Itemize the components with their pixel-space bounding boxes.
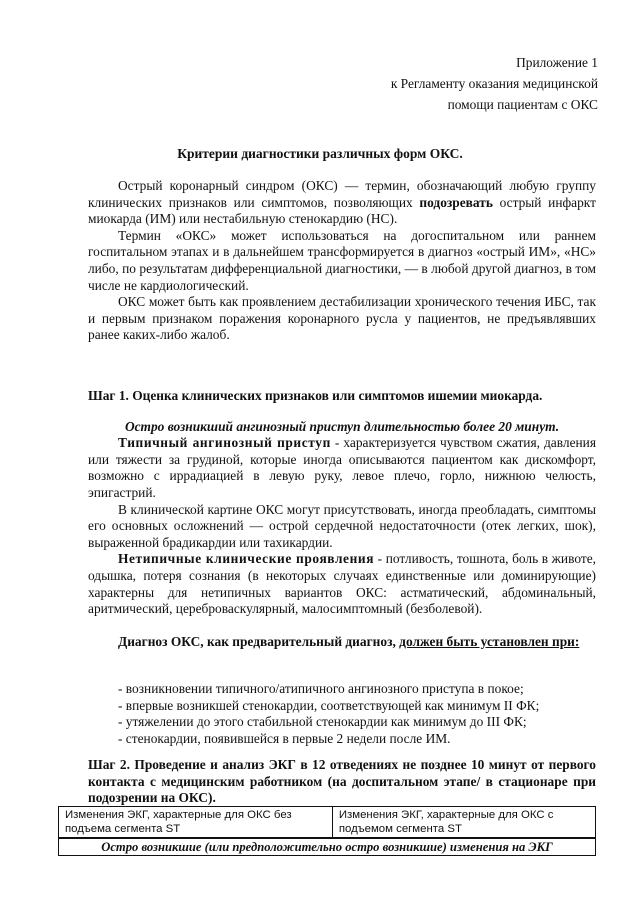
list-item: - утяжелении до этого стабильной стенокардии как минимум до III ФК; [118,714,527,730]
table-row [59,807,596,839]
intro-paragraph-3: ОКС может быть как проявлением дестабилизации хронического течения ИБС, так и первым признаком поражения коронарного русла у пациентов, не предъявлявших ранее каких-либо жалоб. [88,294,596,343]
intro-section [88,178,596,344]
table-row [59,838,596,856]
step2-heading: Шаг 2. Проведение и анализ ЭКГ в 12 отведениях не позднее 10 минут от первого контакта с медицинским работником (на доспитальном этапе/ в стационаре при подозрении на ОКС). [88,757,596,806]
table-cell-stemi: Изменения ЭКГ, характерные для ОКС с подъемом сегмента ST [332,807,595,839]
atypical-text: - потливость, тошнота, боль в животе, одышка, потеря сознания (в некоторых случаях единственные или доминирующие) характерны для нетипичных вариантов ОКС: астматический, абдоминальный, аритмический, цереброваскулярный, малосимптомный (безболевой). [88,551,596,617]
appendix-note [391,52,598,115]
diagnosis-heading-a: Диагноз ОКС, как предварительный диагноз, [118,633,400,649]
appendix-line-3: помощи пациентам с ОКС [447,97,598,112]
step1-section [88,388,596,650]
typical-text: - характеризуется чувством сжатия, давления или тяжести за грудиной, которые иногда описываются пациентом как дискомфорт, возможно с иррадиацией в левую руку, левое плечо, горло, нижнюю челюсть, эпигастрий. [88,435,596,500]
table-cell-nstemi: Изменения ЭКГ, характерные для ОКС без подъема сегмента ST [59,807,333,839]
intro-p1-text-a: Острый коронарный синдром (ОКС) — термин, обозначающий любую группу клинических признаков или симптомов, позволяющих [88,178,596,210]
table-footer-cell: Остро возникшие (или предположительно остро возникшие) изменения на ЭКГ [59,838,596,856]
diagnosis-heading [88,634,596,651]
step1-heading: Шаг 1. Оценка клинических признаков или симптомов ишемии миокарда. [88,388,543,403]
appendix-line-1: Приложение 1 [516,55,598,70]
diagnosis-criteria-list [118,681,596,747]
typical-label: Типичный ангинозный приступ [118,435,331,451]
step1-subheading: Остро возникший ангинозный приступ длительностью более 20 минут. [124,418,560,434]
clinical-paragraph: В клинической картине ОКС могут присутствовать, иногда преобладать, симптомы его основных осложнений — острой сердечной недостаточности (отек легких, шок), выраженной брадикардии или тахикардии. [88,501,596,550]
typical-paragraph [88,435,596,501]
atypical-label: Нетипичные клинические проявления [118,551,375,567]
atypical-paragraph [88,551,596,617]
intro-p1-text-c: острый инфаркт миокарда (ИМ) или нестабильную стенокардию (НС). [88,194,596,227]
intro-paragraph-1 [88,178,596,228]
intro-paragraph-2: Термин «ОКС» может использоваться на догоспитальном или раннем госпитальном этапах и в дальнейшем трансформируется в диагноз «острый ИМ», «НС» либо, по результатам дифференциальной диагностики, — в любой другой диагноз, в том числе не кардиологический. [88,227,596,293]
intro-p1-emphasis: подозревать [419,194,493,210]
diagnosis-heading-b: должен быть установлен при: [399,633,580,649]
ekg-criteria-table [58,806,596,856]
list-item: - впервые возникшей стенокардии, соответствующей как минимум II ФК; [118,697,540,713]
list-item: - стенокардии, появившейся в первые 2 недели после ИМ. [118,730,451,746]
document-title: Критерии диагностики различных форм ОКС. [177,146,463,161]
appendix-line-2: к Регламенту оказания медицинской [390,76,598,91]
list-item: - возникновении типичного/атипичного ангинозного приступа в покое; [118,681,524,696]
